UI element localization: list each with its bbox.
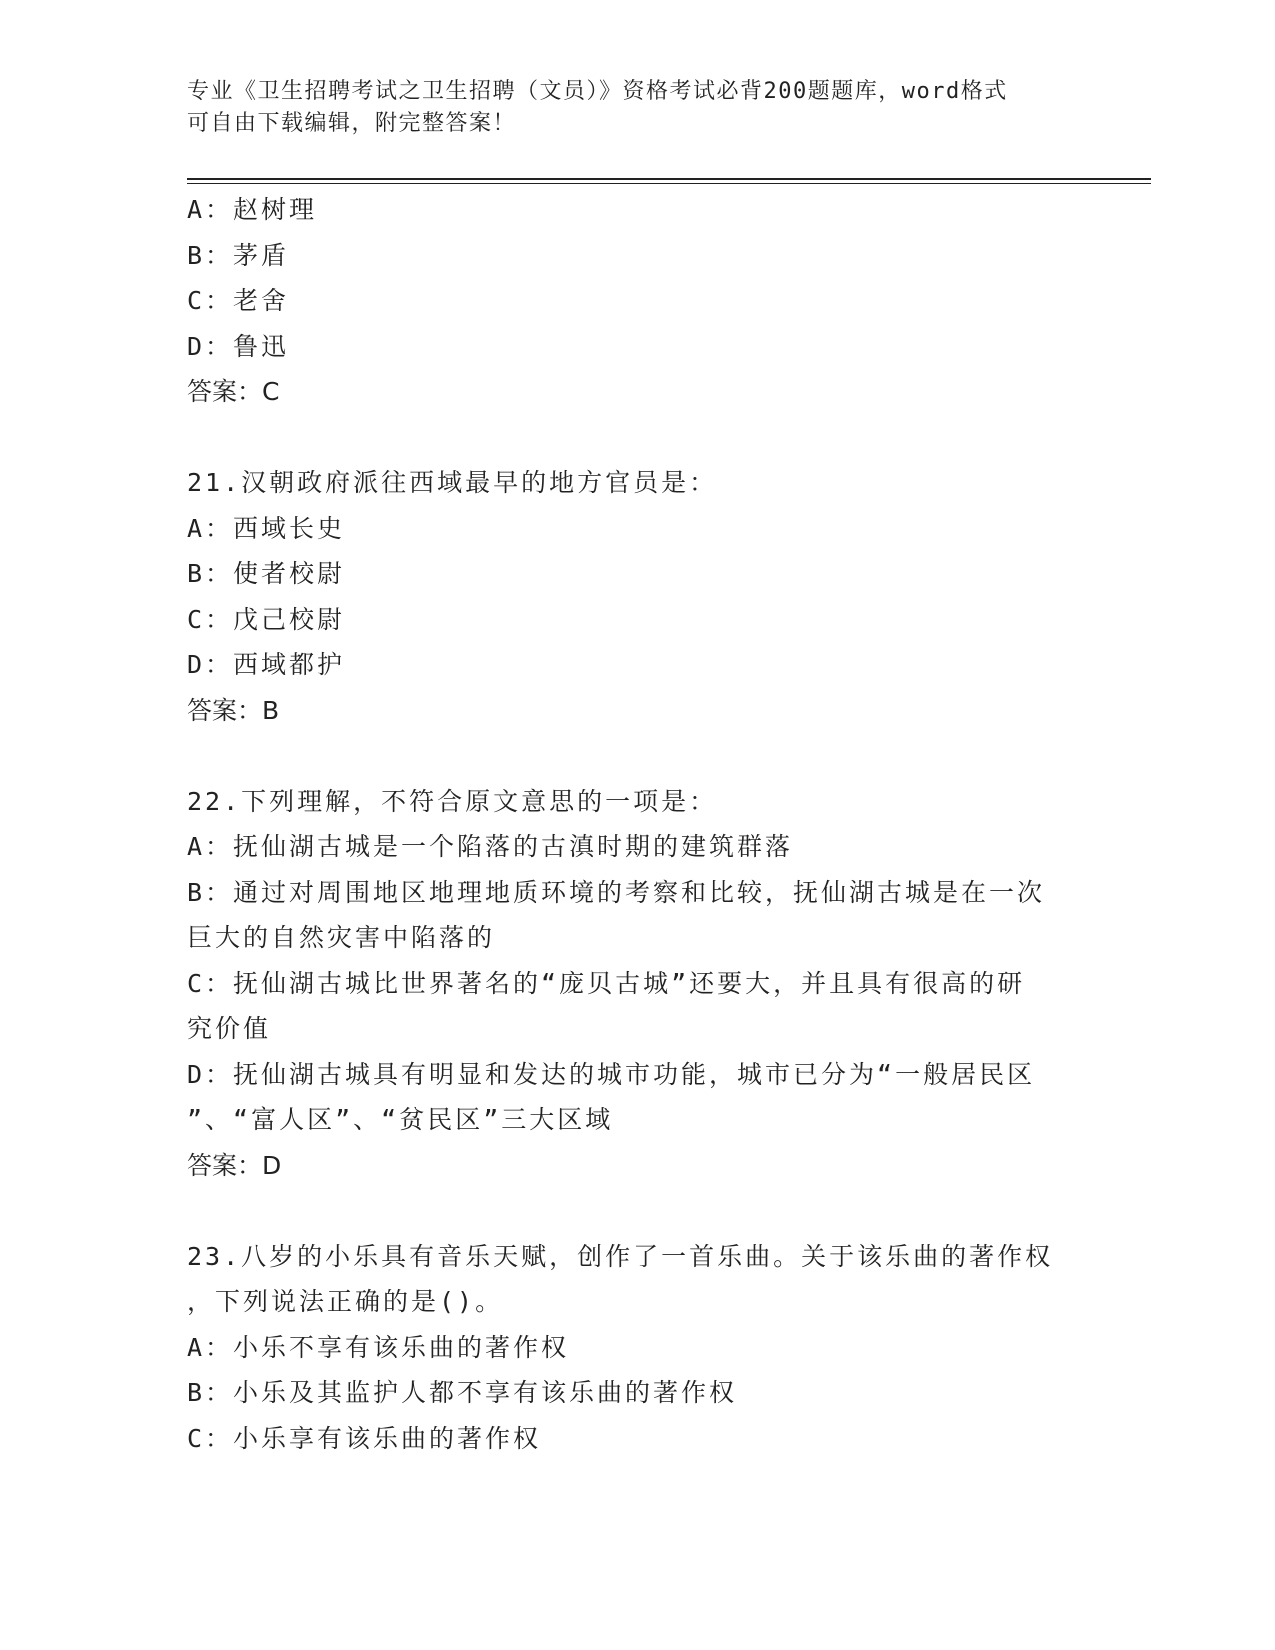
option-b-line-1: B：通过对周围地区地理地质环境的考察和比较，抚仙湖古城是在一次 [187, 877, 1046, 907]
option-b: B：使者校尉 [187, 559, 346, 588]
option-c: C：老舍 [187, 286, 290, 315]
option-b: B：小乐及其监护人都不享有该乐曲的著作权 [187, 1378, 738, 1407]
option-c-line-1: C：抚仙湖古城比世界著名的“庞贝古城”还要大，并且具有很高的研 [187, 968, 1026, 998]
question-21 [187, 460, 1087, 733]
question-stem: 21.汉朝政府派往西域最早的地方官员是： [187, 468, 718, 497]
question-23 [187, 1234, 1087, 1462]
question-list [187, 187, 1087, 1461]
header-title-line-2: 可自由下载编辑，附完整答案！ [187, 111, 517, 136]
option-a: A：西域长史 [187, 513, 346, 543]
question-stem-line-1: 23.八岁的小乐具有音乐天赋，创作了一首乐曲。关于该乐曲的著作权 [187, 1241, 1054, 1271]
option-d: D：西域都护 [187, 650, 346, 679]
option-d-line-1: D：抚仙湖古城具有明显和发达的城市功能，城市已分为“一般居民区 [187, 1059, 1036, 1089]
option-d-line-2: ”、“富人区”、“贫民区”三大区域 [187, 1105, 614, 1134]
answer-line: 答案：B [187, 695, 280, 725]
answer-line: 答案：C [187, 377, 280, 406]
option-b-line-2: 巨大的自然灾害中陷落的 [187, 923, 496, 952]
question-22 [187, 779, 1087, 1189]
option-b: B：茅盾 [187, 240, 290, 270]
option-c: C：小乐享有该乐曲的著作权 [187, 1423, 542, 1453]
option-a: A：赵树理 [187, 195, 318, 224]
document-header [187, 76, 1087, 140]
option-c-line-2: 究价值 [187, 1014, 272, 1043]
question-stem-line-2: ，下列说法正确的是()。 [187, 1287, 504, 1316]
question-stem: 22.下列理解，不符合原文意思的一项是： [187, 786, 718, 816]
answer-line: 答案：D [187, 1150, 282, 1180]
option-a: A：抚仙湖古城是一个陷落的古滇时期的建筑群落 [187, 832, 794, 861]
header-divider-thick [187, 178, 1151, 180]
option-a: A：小乐不享有该乐曲的著作权 [187, 1332, 570, 1362]
option-c: C：戊己校尉 [187, 604, 346, 634]
question-20 [187, 187, 1087, 415]
header-title-line-1: 专业《卫生招聘考试之卫生招聘（文员）》资格考试必背200题题库，word格式 [187, 79, 1008, 104]
header-divider-thin [187, 183, 1151, 184]
option-d: D：鲁迅 [187, 331, 290, 361]
